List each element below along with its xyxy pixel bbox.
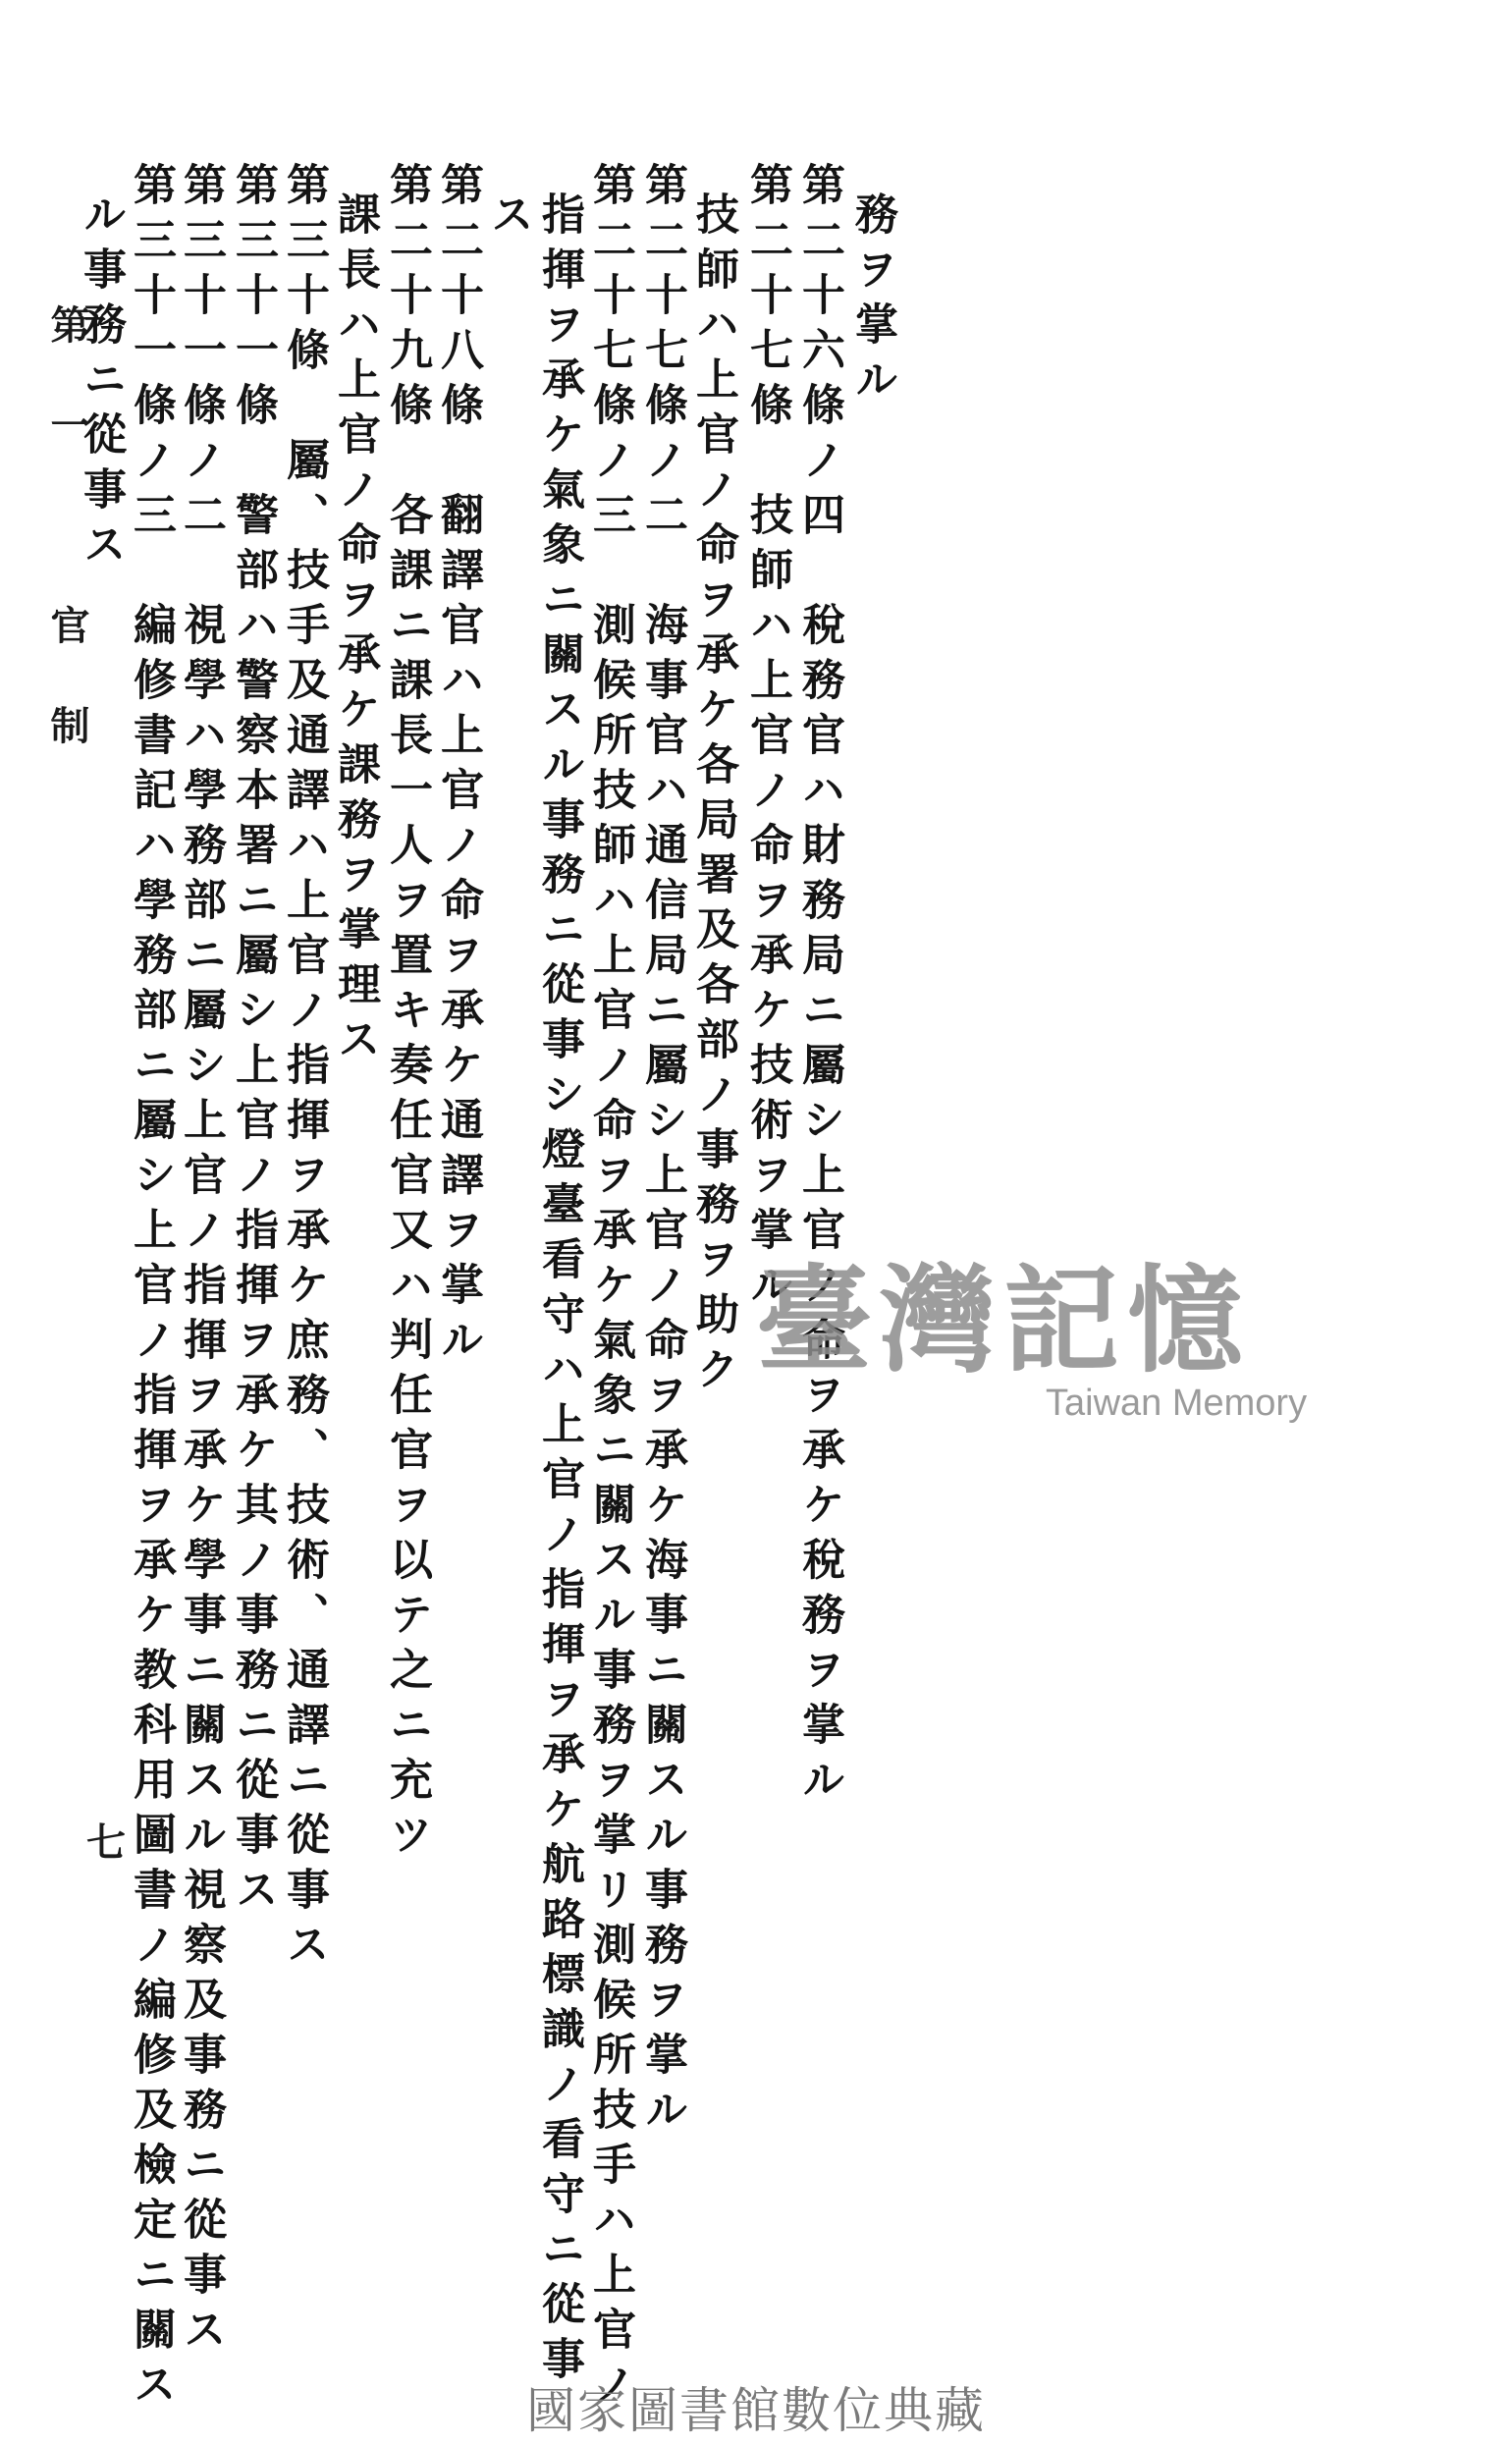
text-column-12: 第三十條 屬、技手及通譯ハ上官ノ指揮ヲ承ケ庶務、技術、通譯ニ從事ス — [279, 162, 329, 1977]
watermark-title: 臺灣記憶 — [756, 1252, 1252, 1388]
footer-caption: 國家圖書館數位典藏 — [526, 2382, 986, 2439]
text-column-5: 第二十七條ノ二 海事官ハ通信局ニ屬シ上官ノ命ヲ承ケ海事ニ關スル事務ヲ掌ル — [637, 162, 687, 2142]
text-column-2: 第二十六條ノ四 稅務官ハ財務局ニ屬シ上官ノ命ヲ承ケ稅務ヲ掌ル — [794, 162, 844, 1812]
text-column-11: 課長ハ上官ノ命ヲ承ケ課務ヲ掌理ス — [330, 191, 380, 1071]
text-column-10: 第二十九條 各課ニ課長一人ヲ置キ奏任官又ハ判任官ヲ以テ之ニ充ツ — [382, 162, 432, 1867]
text-column-1: 務ヲ掌ル — [847, 191, 897, 411]
text-column-6: 第二十七條ノ三 測候所技師ハ上官ノ命ヲ承ケ氣象ニ關スル事務ヲ掌リ測候所技手ハ上官ノ — [585, 162, 635, 2417]
text-column-8: ス — [483, 191, 533, 246]
text-column-3: 第二十七條 技師ハ上官ノ命ヲ承ケ技術ヲ掌ル — [742, 162, 792, 1317]
margin-heading: 第一 官制 — [44, 304, 90, 805]
text-column-4: 技師ハ上官ノ命ヲ承ケ各局署及各部ノ事務ヲ助ク — [688, 191, 738, 1401]
text-column-14: 第三十一條ノ二 視學ハ學務部ニ屬シ上官ノ指揮ヲ承ケ學事ニ關スル視察及事務ニ從事ス — [176, 162, 226, 2362]
text-column-13: 第三十一條 警部ハ警察本署ニ屬シ上官ノ指揮ヲ承ケ其ノ事務ニ從事ス — [228, 162, 278, 1922]
page-number: 七 — [86, 1820, 126, 1866]
watermark-subtitle: Taiwan Memory — [1046, 1383, 1308, 1424]
text-column-9: 第二十八條 翻譯官ハ上官ノ命ヲ承ケ通譯ヲ掌ル — [433, 162, 483, 1372]
text-column-15: 第三十一條ノ三 編修書記ハ學務部ニ屬シ上官ノ指揮ヲ承ケ教科用圖書ノ編修及檢定ニ關ス — [126, 162, 176, 2417]
text-column-7: 指揮ヲ承ケ氣象ニ關スル事務ニ從事シ燈臺看守ハ上官ノ指揮ヲ承ケ航路標識ノ看守ニ從事 — [534, 191, 584, 2391]
watermark-logo — [756, 1227, 1307, 1425]
text-column-16: ル事務ニ從事ス — [76, 191, 126, 576]
